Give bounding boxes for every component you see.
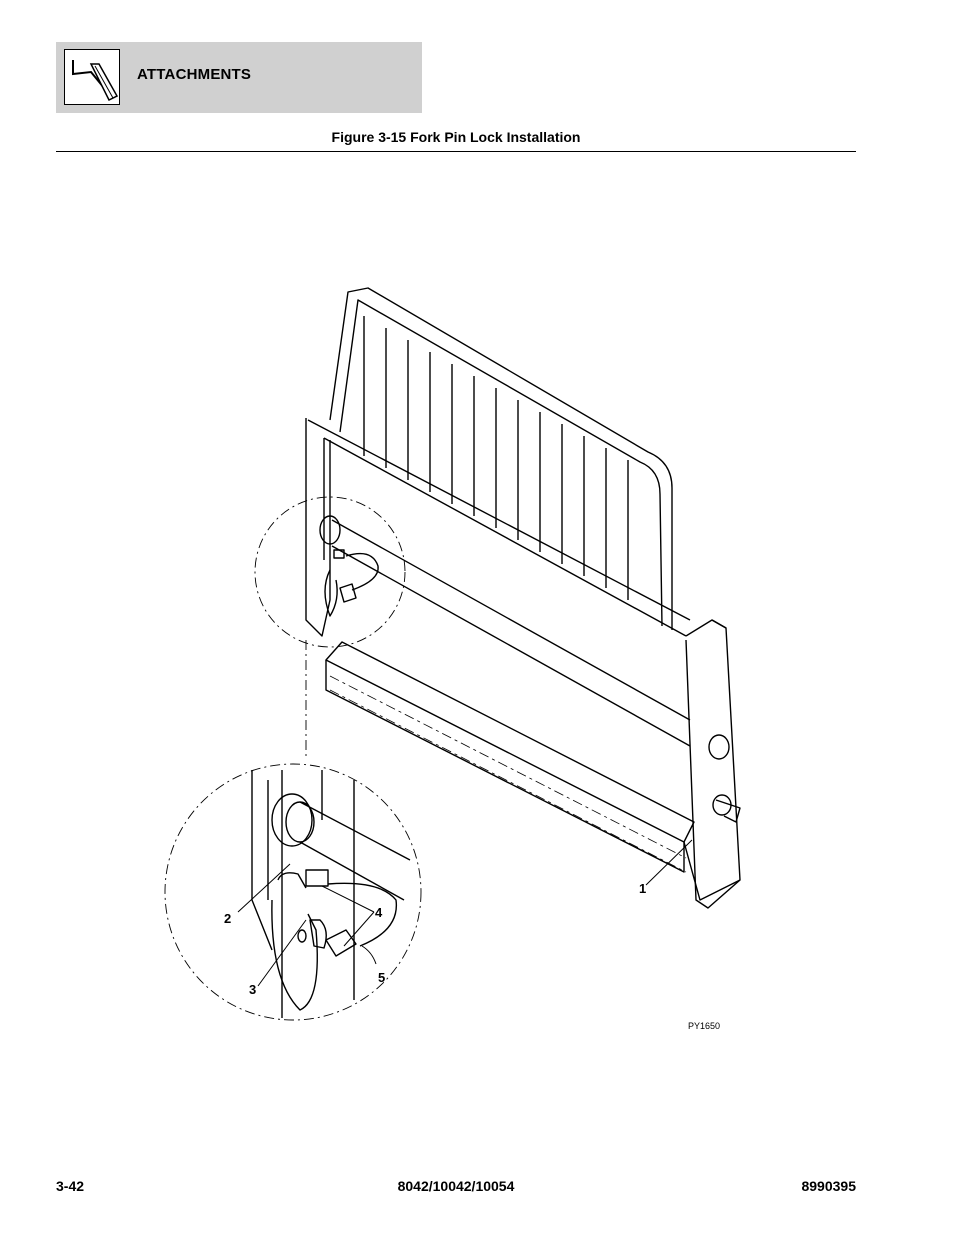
callout-5: 5 xyxy=(378,970,386,985)
callout-1: 1 xyxy=(639,881,647,896)
section-title: ATTACHMENTS xyxy=(137,66,252,83)
page-number: 3-42 xyxy=(56,1178,85,1194)
document-number: 8990395 xyxy=(801,1178,856,1194)
callout-2: 2 xyxy=(224,911,232,926)
figure-caption: Figure 3-15 Fork Pin Lock Installation xyxy=(331,129,581,145)
drawing-id: PY1650 xyxy=(688,1021,721,1031)
callout-4: 4 xyxy=(375,905,383,920)
callout-3: 3 xyxy=(249,982,257,997)
model-numbers: 8042/10042/10054 xyxy=(397,1178,515,1194)
